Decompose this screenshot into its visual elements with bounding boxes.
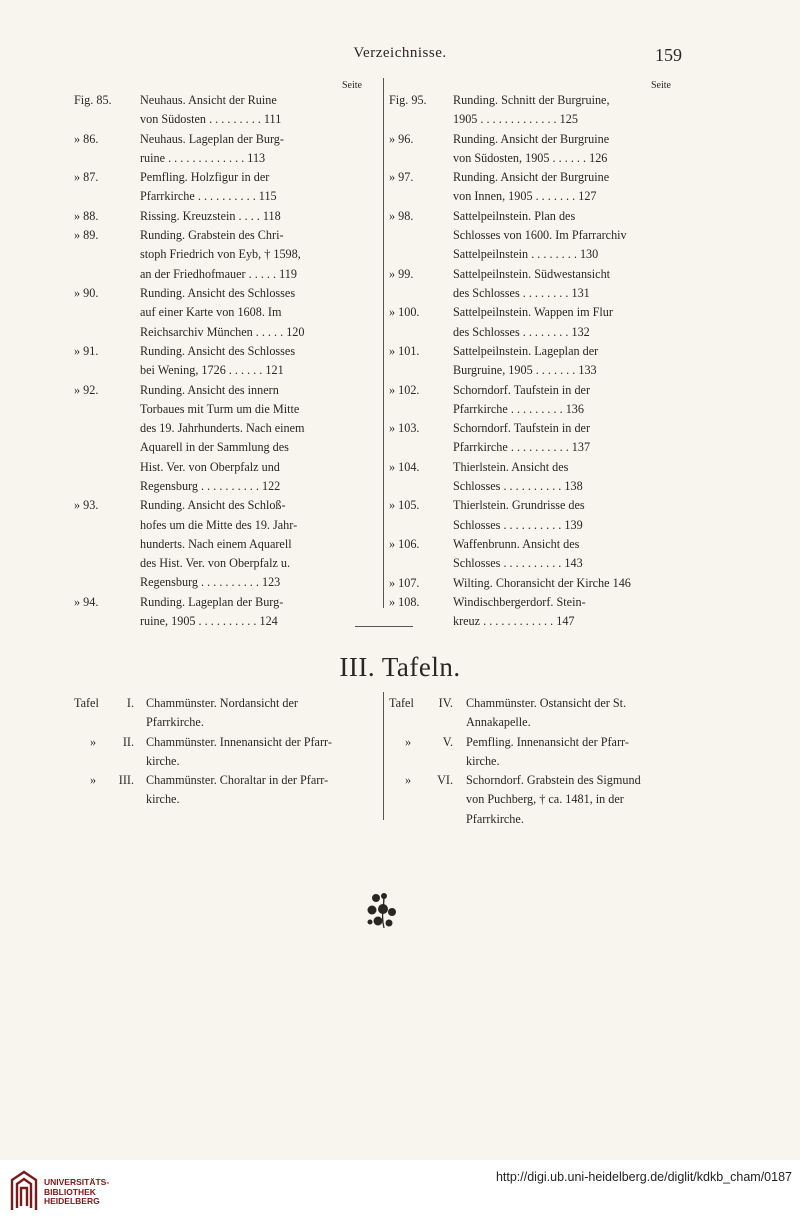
plate-label: Tafel: [74, 696, 99, 710]
plate-label: »: [405, 773, 412, 788]
plate-number: VI.: [437, 773, 453, 788]
figure-label: » 89.: [74, 228, 99, 243]
figure-title: Rissing. Kreuzstein . . . . 118: [140, 208, 281, 223]
figure-continuation: ruine, 1905 . . . . . . . . . . 124: [140, 614, 278, 629]
plate-label: »: [90, 734, 97, 749]
figure-label: » 94.: [74, 594, 99, 609]
plate-continuation: Annakapelle.: [466, 715, 531, 730]
figure-continuation: hofes um die Mitte des 19. Jahr-: [140, 517, 298, 532]
figure-title: Runding. Ansicht der Burgruine: [453, 170, 610, 185]
plate-title: Pemfling. Innenansicht der Pfarr-: [466, 734, 629, 749]
plate-continuation: Pfarrkirche.: [466, 811, 524, 826]
plate-number: V.: [442, 734, 453, 749]
figure-label: » 87.: [74, 170, 99, 185]
figure-label: » 88.: [74, 208, 99, 223]
figure-continuation: stoph Friedrich von Eyb, † 1598,: [140, 247, 301, 262]
figure-continuation: Reichsarchiv München . . . . . 120: [140, 324, 305, 339]
figure-title: Wilting. Choransicht der Kirche 146: [453, 575, 631, 590]
figure-continuation: 1905 . . . . . . . . . . . . . 125: [453, 112, 578, 127]
plate-continuation: von Puchberg, † ca. 1481, in der: [466, 792, 624, 807]
plate-label: Tafel: [389, 696, 414, 710]
figure-title: Runding. Ansicht des innern: [140, 382, 279, 397]
figure-continuation: des Hist. Ver. von Oberpfalz u.: [140, 556, 291, 571]
figure-label: » 93.: [74, 498, 99, 513]
figure-label: » 101.: [389, 343, 420, 358]
figure-title: Runding. Ansicht des Schlosses: [140, 286, 296, 300]
figure-title: Runding. Ansicht der Burgruine: [453, 131, 610, 146]
seite-label-right: Seite: [651, 80, 671, 91]
figure-continuation: des Schlosses . . . . . . . . 131: [453, 285, 590, 300]
page-number: 159: [655, 45, 682, 65]
figure-title: Windischbergerdorf. Stein-: [453, 594, 586, 609]
figure-label: Fig. 95.: [389, 93, 427, 107]
figure-continuation: Pfarrkirche . . . . . . . . . . 137: [453, 440, 591, 455]
figure-continuation: ruine . . . . . . . . . . . . . 113: [140, 150, 266, 165]
figure-continuation: bei Wening, 1726 . . . . . . 121: [140, 363, 284, 378]
plate-continuation: kirche.: [146, 792, 180, 807]
plate-continuation: Pfarrkirche.: [146, 715, 204, 730]
plate-number: IV.: [438, 696, 453, 710]
figure-title: Thierlstein. Grundrisse des: [453, 498, 585, 513]
plate-title: Chammünster. Choraltar in der Pfarr-: [146, 773, 329, 788]
figure-continuation: Regensburg . . . . . . . . . . 122: [140, 478, 281, 493]
section-heading: III. Tafeln.: [339, 652, 461, 682]
plate-title: Schorndorf. Grabstein des Sigmund: [466, 773, 641, 788]
figure-title: Thierlstein. Ansicht des: [453, 459, 569, 474]
figure-title: Waffenbrunn. Ansicht des: [453, 536, 580, 551]
source-url-link[interactable]: http://digi.ub.uni-heidelberg.de/diglit/kdkb_cham/0187: [495, 1170, 792, 1184]
figure-continuation: Burgruine, 1905 . . . . . . . 133: [453, 363, 597, 378]
figure-continuation: Schlosses . . . . . . . . . . 143: [453, 556, 583, 571]
plate-number: I.: [126, 696, 134, 710]
section-divider: [355, 626, 413, 627]
figure-continuation: Regensburg . . . . . . . . . . 123: [140, 575, 281, 590]
figure-list-left: [74, 80, 374, 629]
figure-continuation: hunderts. Nach einem Aquarell: [140, 536, 292, 551]
plate-label: »: [90, 773, 97, 788]
figure-label: » 92.: [74, 382, 99, 397]
figure-label: » 105.: [389, 498, 420, 513]
plate-number: II.: [122, 734, 134, 749]
figure-title: Runding. Grabstein des Chri-: [140, 228, 284, 243]
plate-number: III.: [118, 773, 134, 788]
figure-title: Sattelpeilnstein. Südwestansicht: [453, 266, 611, 281]
library-name-line: BIBLIOTHEK: [44, 1186, 96, 1197]
figure-label: » 97.: [389, 170, 414, 185]
running-title: Verzeichnisse.: [353, 45, 447, 61]
plate-title: Chammünster. Nordansicht der: [146, 696, 298, 710]
floral-ornament-icon: [362, 890, 404, 932]
figure-title: Schorndorf. Taufstein in der: [453, 382, 591, 397]
plate-title: Chammünster. Ostansicht der St.: [466, 696, 627, 710]
figure-label: » 100.: [389, 305, 420, 320]
figure-continuation: auf einer Karte von 1608. Im: [140, 305, 282, 320]
figure-continuation: von Südosten . . . . . . . . . 111: [140, 112, 282, 127]
figure-label: » 96.: [389, 131, 414, 146]
figure-continuation: des Schlosses . . . . . . . . 132: [453, 324, 590, 339]
figure-title: Runding. Schnitt der Burgruine,: [453, 93, 610, 107]
figure-continuation: Pfarrkirche . . . . . . . . . 136: [453, 401, 584, 416]
figure-continuation: Torbaues mit Turm um die Mitte: [140, 401, 300, 416]
library-logo-icon: [8, 1170, 40, 1212]
figure-title: Schorndorf. Taufstein in der: [453, 421, 591, 436]
figure-continuation: Hist. Ver. von Oberpfalz und: [140, 459, 280, 474]
figure-continuation: des 19. Jahrhunderts. Nach einem: [140, 421, 305, 436]
figure-list-right: [389, 80, 689, 629]
figure-continuation: Aquarell in der Sammlung des: [140, 440, 289, 455]
plate-continuation: kirche.: [466, 753, 500, 768]
figure-continuation: von Innen, 1905 . . . . . . . 127: [453, 189, 597, 204]
figure-title: Runding. Ansicht des Schloß-: [140, 498, 286, 513]
figure-title: Runding. Ansicht des Schlosses: [140, 343, 296, 358]
figure-title: Sattelpeilnstein. Plan des: [453, 208, 576, 223]
footer-bar: [0, 1160, 800, 1220]
column-divider: [383, 78, 384, 608]
figure-continuation: Schlosses . . . . . . . . . . 139: [453, 517, 583, 532]
figure-title: Sattelpeilnstein. Lageplan der: [453, 343, 599, 358]
figure-label: » 102.: [389, 382, 420, 397]
figure-label: » 91.: [74, 343, 99, 358]
seite-label-left: Seite: [342, 80, 362, 91]
figure-label: » 106.: [389, 536, 420, 551]
figure-title: Runding. Lageplan der Burg-: [140, 594, 284, 609]
library-name: [44, 1178, 109, 1207]
figure-continuation: Sattelpeilnstein . . . . . . . . 130: [453, 247, 599, 262]
figure-label: » 108.: [389, 594, 420, 609]
figure-label: » 107.: [389, 575, 420, 590]
figure-label: » 90.: [74, 286, 99, 300]
plate-label: »: [405, 734, 412, 749]
library-name-line: UNIVERSITÄTS-: [44, 1177, 110, 1187]
plates-list-right: [389, 694, 689, 824]
figure-title: Neuhaus. Ansicht der Ruine: [140, 93, 277, 107]
figure-continuation: kreuz . . . . . . . . . . . . 147: [453, 614, 575, 629]
figure-continuation: Schlosses von 1600. Im Pfarrarchiv: [453, 228, 627, 243]
library-name-line: HEIDELBERG: [44, 1196, 100, 1206]
figure-continuation: von Südosten, 1905 . . . . . . 126: [453, 150, 608, 165]
figure-title: Sattelpeilnstein. Wappen im Flur: [453, 305, 613, 320]
figure-label: » 103.: [389, 421, 420, 436]
plate-title: Chammünster. Innenansicht der Pfarr-: [146, 734, 332, 749]
figure-label: » 98.: [389, 208, 414, 223]
figure-continuation: an der Friedhofmauer . . . . . 119: [140, 266, 297, 281]
plates-divider: [383, 692, 384, 820]
figure-title: Neuhaus. Lageplan der Burg-: [140, 131, 284, 146]
figure-continuation: Schlosses . . . . . . . . . . 138: [453, 478, 583, 493]
figure-continuation: Pfarrkirche . . . . . . . . . . 115: [140, 189, 277, 204]
plate-continuation: kirche.: [146, 753, 180, 768]
figure-label: » 99.: [389, 266, 414, 281]
figure-label: » 104.: [389, 459, 420, 474]
figure-label: Fig. 85.: [74, 93, 112, 107]
plates-list-left: [74, 694, 374, 807]
figure-label: » 86.: [74, 131, 99, 146]
figure-title: Pemfling. Holzfigur in der: [140, 170, 270, 185]
